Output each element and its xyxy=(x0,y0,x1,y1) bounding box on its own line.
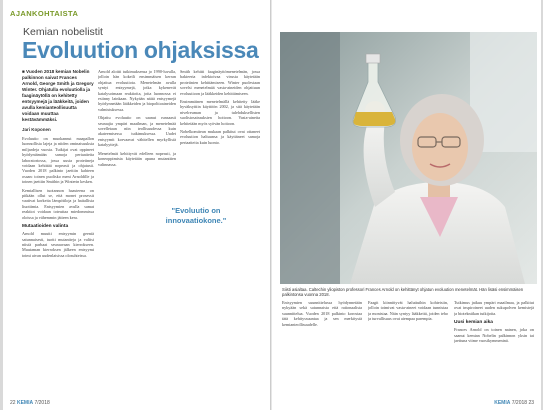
photo-caption: Siisti asialtaa. Caltechin yliopiston professori Frances Arnold on kehittänyt ohjatun evoluution menetelmät. Hän lisäsi ensimmäisen palkintonsa vuonna 2018. xyxy=(282,287,524,297)
issue-number: 7/2018 xyxy=(511,400,528,406)
right-text-column-1 xyxy=(282,300,362,395)
text-column-3 xyxy=(180,69,260,394)
lead-paragraph: ■ Vuoden 2018 kemian Nobelin palkinnon saivat Frances Arnold, George Smith ja Gregory Winter. Ohjatulla evoluutiolla ja faaginäytöllä on kehitetty entsyymejä ja lääkkeitä, joiden avulla kemianteollisuutta voidaan muuttaa kestävämmäksi. xyxy=(22,69,94,122)
text-column-2 xyxy=(98,69,176,394)
body-paragraph: Ensimmäinen menetelmällä kehitetty lääke hyväksyttiin käyttöön 2002, ja sitä käytetään nivelreuman ja tulehduksellisten suolistosairauksien hoitoon. Vasta-aineita kehitetään myös syövän hoitoon. xyxy=(180,99,260,126)
body-paragraph: Nobelkomitean mukaan palkitut ovat ottaneet evoluution haltuunsa ja käyttäneet samoja periaatteita kuin luonto. xyxy=(180,129,260,145)
body-paragraph: Arnold muutti entsyymin geeniä satunnaisesti, tuotti mutantteja ja valitsi niistä parhaat seuraavaan kierrokseen. Muutaman kierroksen jälkeen entsyymi toimi aivan uudenlaisissa olosuhteissa. xyxy=(22,231,94,258)
issue-number: 7/2018 xyxy=(34,400,50,406)
left-page xyxy=(3,0,271,410)
body-paragraph: Evoluutio on muokannut maapallon luonnollisia lajeja ja niiden ominaisuuksia miljardeja vuosia. Tutkijat ovat oppineet hyödyntämään samoja periaatteita laboratoriossa, jossa uusia proteiineja voidaan kehittää nopeasti ja ohjatusti. Vuoden 2018 palkinto jaettiin kahteen osaan: toinen puolisko meni Arnoldille ja toinen jaettiin Smithin ja Winterin kesken. xyxy=(22,136,94,185)
body-paragraph: Kemiallisen tuotannon haasteena on pitkään ollut se, että monet prosessit vaativat korkeita lämpötiloja ja haitallisia liuottimia. Entsyymien avulla samat reaktiot voidaan toteuttaa miedommissa oloissa ja vähemmin jätteen kera. xyxy=(22,187,94,220)
body-paragraph: Smith kehitti faaginäyttömenetelmän, jossa bakteeria infektoivaa virusta käytetään proteiinien kehittämiseen. Winter puolestaan sovelsi menetelmää vasta-aineiden ohjattuun evoluutioon ja lääkkeiden kehittämiseen. xyxy=(180,69,260,96)
body-paragraph: Menetelmät kehittyvät edelleen nopeasti, ja koneoppimista käytetään apuna mutanttien valinnassa. xyxy=(98,150,176,167)
page-number: 22 xyxy=(10,400,16,406)
magazine-name: KEMIA xyxy=(16,400,34,406)
text-column-1 xyxy=(22,69,94,394)
subheading: Mutaatioiden valinta xyxy=(22,224,69,230)
subheading: Uusi kemian aika xyxy=(454,320,493,326)
right-page xyxy=(272,0,541,410)
pull-quote: "Evoluutio on innovaatiokone." xyxy=(163,204,229,227)
magazine-name: KEMIA xyxy=(494,400,511,406)
body-paragraph: Arnold aloitti tutkimuksensa jo 1990-luvulla, jolloin hän kokeili ensimmäisen kerran ohjattua evoluutiota. Menetelmän avulla syntyi entsyymejä, jotka kykenevät katalysoimaan reaktioita, joita luonnossa ei esiinny lainkaan. Nykyään näitä entsyymejä hyödynnetään lääkkeiden ja biopolttoaineiden valmistuksessa. xyxy=(98,69,176,112)
page-footer xyxy=(494,400,534,406)
page-number: 23 xyxy=(528,400,534,406)
byline: Jari Koponen xyxy=(22,127,51,132)
body-paragraph: Ohjattu evoluutio on saanut runsaasti seuraajia ympäri maailman, ja menetelmää sovelletaan niin teollisuudessa kuin akateemisessa tutkimuksessa. Uudet entsyymit korvaavat vähitellen myrkyllisiä katalyyttejä. xyxy=(98,115,176,148)
body-paragraph: Entsyymien suunnittelussa hyödynnetään nykyään sekä satunnaista että rationaalista suunnittelua. Vuoden 2018 palkinto korostaa tätä kehityssuuntaa ja sen merkitystä kemianteollisuudelle. xyxy=(282,300,362,327)
body-paragraph: Faagit kiinnittyvät haluttuihin kohteisiin, jolloin toimivat vasta-aineet voidaan tunnistaa ja monistaa. Näin syntyy lääkkeitä, joiden teho ja turvallisuus ovat aiempaa parempia. xyxy=(368,300,448,322)
article-kicker: Kemian nobelistit xyxy=(23,26,103,38)
body-paragraph: Tutkimus jatkuu ympäri maailmaa, ja palkitut ovat inspiroineet uuden sukupolven kemistejä ja biotekniikan tutkijoita. xyxy=(454,300,534,316)
page-footer xyxy=(10,400,50,406)
right-text-column-2 xyxy=(368,300,448,395)
article-headline: Evoluution ohjaksissa xyxy=(22,37,259,63)
section-label: AJANKOHTAISTA xyxy=(10,9,79,18)
portrait-photo xyxy=(280,32,537,284)
right-text-column-3 xyxy=(454,300,534,395)
scientist-photo-illustration xyxy=(280,32,537,284)
body-paragraph: Frances Arnold on toinen nainen, joka on saanut kemian Nobelin palkinnon yksin tai jaettuna viime vuosikymmeninä. xyxy=(454,327,534,344)
